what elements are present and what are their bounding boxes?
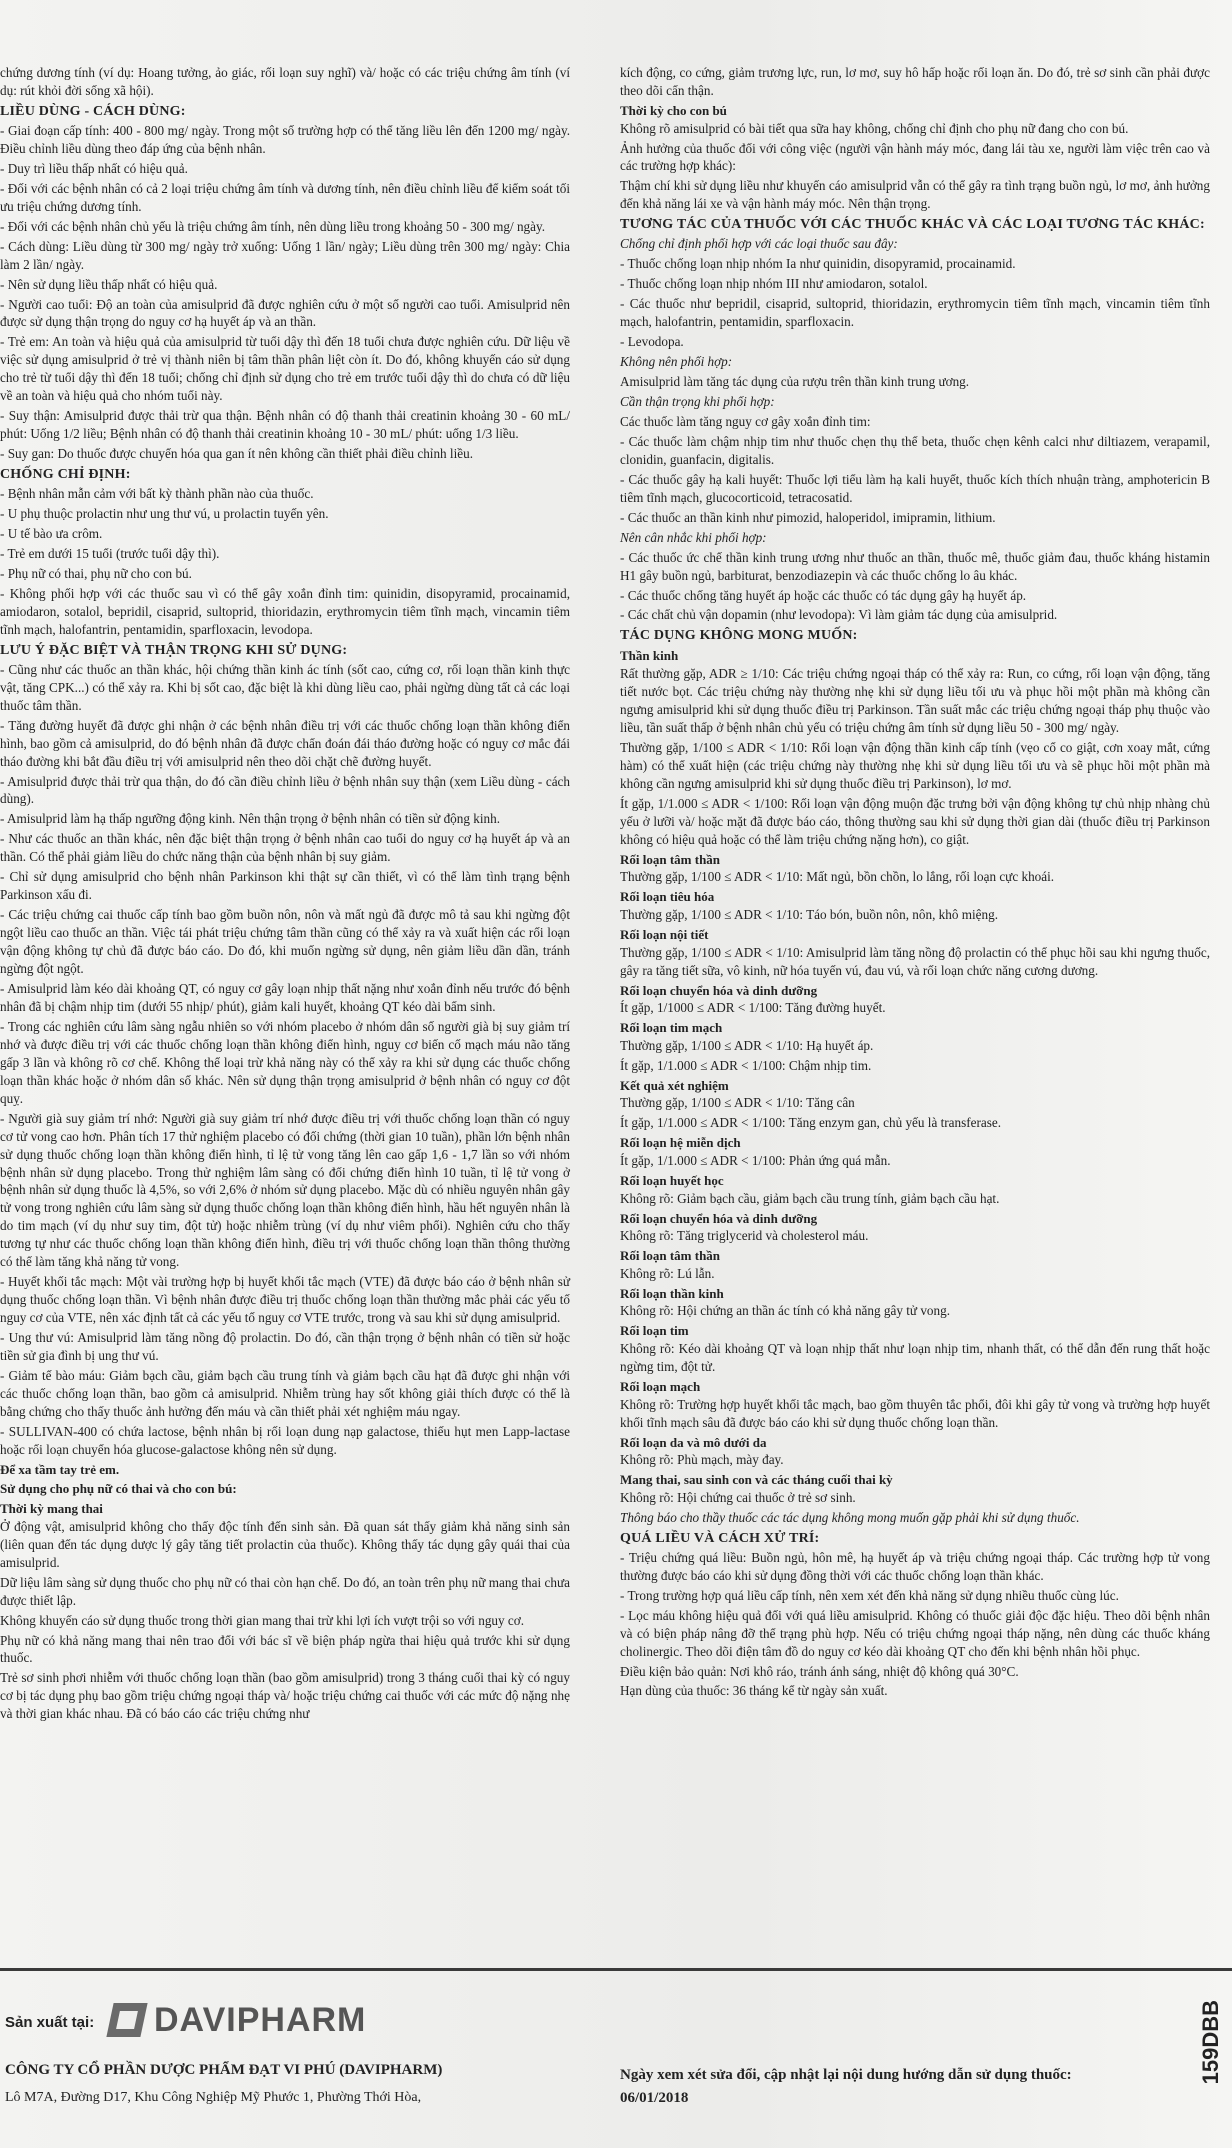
paragraph: - Bệnh nhân mẫn cảm với bất kỳ thành phần nào của thuốc. (0, 486, 314, 502)
paragraph: Các thuốc làm tăng nguy cơ gây xoắn đỉnh tim: (620, 413, 871, 429)
paragraph: - Amisulprid làm kéo dài khoảng QT, có nguy cơ gây loạn nhịp thất nặng như xoắn đỉnh nếu trước đó bệnh nhân đã bị chậm nhịp tim (dưới 55 nhịp/ phút), giảm kali huyết, khoảng QT kéo dài bẩm sinh. (0, 980, 570, 1014)
paragraph: Phụ nữ có khả năng mang thai nên trao đổi với bác sĩ về biện pháp ngừa thai hiệu quả trước khi sử dụng thuốc. (0, 1632, 570, 1666)
paragraph: Thường gặp, 1/100 ≤ ADR < 1/10: Táo bón, buồn nôn, nôn, khô miệng. (620, 906, 999, 922)
paragraph: Không khuyến cáo sử dụng thuốc trong thời gian mang thai trừ khi lợi ích vượt trội so với nguy cơ. (0, 1612, 525, 1628)
paragraph: - Các thuốc an thần kinh như pimozid, haloperidol, imipramin, lithium. (620, 509, 996, 525)
paragraph: Rất thường gặp, ADR ≥ 1/10: Các triệu chứng ngoại tháp có thể xảy ra: Run, co cứng, rối loạn vận động, tăng tiết nước bọt. Các triệu chứng này thường nhẹ khi sử dụng liều tối ưu và phục hồi một phần mà không cần ngưng amisulprid khi sử dụng thuốc điều trị Parkinson. Tần suất mắc các triệu chứng ngoại tháp phụ thuộc vào liều, tần suất thấp ở bệnh nhân chủ yếu có triệu chứng âm tính sử dụng liều 50 - 300 mg/ ngày. (620, 666, 1210, 735)
paragraph: - Cách dùng: Liều dùng từ 300 mg/ ngày trở xuống: Uống 1 lần/ ngày; Liều dùng trên 300 mg/ ngày: Chia làm 2 lần/ ngày. (0, 238, 570, 272)
paragraph: - Ung thư vú: Amisulprid làm tăng nồng độ prolactin. Do đó, cần thận trọng ở bệnh nhân có tiền sử hoặc tiền sử gia đình bị ung thư vú. (0, 1330, 570, 1364)
italic-note: Cần thận trọng khi phối hợp: (620, 394, 775, 409)
right-text-column (620, 64, 1210, 1702)
paragraph: - Phụ nữ có thai, phụ nữ cho con bú. (0, 565, 192, 581)
section-heading: TÁC DỤNG KHÔNG MONG MUỐN: (620, 628, 858, 644)
subsection-heading: Rối loạn tim mạch (620, 1020, 723, 1036)
paragraph: - Amisulprid được thải trừ qua thận, do đó cần điều chỉnh liều ở bệnh nhân suy thận (xem Liều dùng - cách dùng). (0, 773, 570, 807)
paragraph: - Các thuốc gây hạ kali huyết: Thuốc lợi tiểu làm hạ kali huyết, thuốc kích thích nhuận tràng, amphotericin B tiêm tĩnh mạch, glucocorticoid, tetracosatid. (620, 471, 1210, 505)
paragraph: - SULLIVAN-400 có chứa lactose, bệnh nhân bị rối loạn dung nạp galactose, thiếu hụt men Lapp-lactase hoặc rối loạn chuyển hóa glucose-galactose không nên sử dụng. (0, 1423, 570, 1457)
paragraph: - Các triệu chứng cai thuốc cấp tính bao gồm buồn nôn, nôn và mất ngủ đã được mô tả sau khi ngừng đột ngột liều cao thuốc an thần. Việc tái phát triệu chứng tâm thần cũng có thể xảy ra và xuất hiện các rối loạn vận động không tự chủ đã được báo cáo. Do đó, khi muốn ngừng sử dụng, nên giảm liều dần dần, tránh ngừng đột ngột. (0, 907, 570, 977)
subsection-heading: Rối loạn mạch (620, 1378, 701, 1394)
paragraph: - Không phối hợp với các thuốc sau vì có thể gây xoắn đỉnh tim: quinidin, disopyramid, procainamid, amiodaron, sotalol, bepridil, cisaprid, sultoprid, thioridazin, erythromycin tiêm tĩnh mạch, vincamin tiêm tĩnh mạch, halofantrin, pentamidin, sparfloxacin, levodopa. (0, 585, 570, 637)
italic-note: Nên cân nhắc khi phối hợp: (620, 529, 767, 545)
paragraph: - Suy gan: Do thuốc được chuyển hóa qua gan ít nên không cần thiết phải điều chỉnh liều. (0, 446, 474, 462)
paragraph: - Trong trường hợp quá liều cấp tính, nên xem xét đến khả năng sử dụng nhiều thuốc cùng lúc. (620, 1587, 1119, 1603)
paragraph: - Chỉ sử dụng amisulprid cho bệnh nhân Parkinson khi thật sự cần thiết, vì có thể làm tình trạng bệnh Parkinson xấu đi. (0, 869, 570, 903)
section-heading: QUÁ LIỀU VÀ CÁCH XỬ TRÍ: (620, 1530, 820, 1546)
paragraph: Không rõ: Lú lẫn. (620, 1265, 715, 1281)
paragraph: Không rõ amisulprid có bài tiết qua sữa hay không, chống chỉ định cho phụ nữ đang cho con bú. (620, 120, 1129, 136)
section-heading: LIỀU DÙNG - CÁCH DÙNG: (0, 103, 186, 119)
paragraph: Ít gặp, 1/1.000 ≤ ADR < 1/100: Tăng enzym gan, chủ yếu là transferase. (620, 1115, 1002, 1131)
paragraph: - Cũng như các thuốc an thần khác, hội chứng thần kinh ác tính (sốt cao, cứng cơ, rối loạn thần kinh thực vật, tăng CPK...) có thể xảy ra. Khi bị sốt cao, đặc biệt là khi dùng liều cao, phải ngừng dùng tất cả các loại thuốc tâm thần. (0, 661, 570, 713)
paragraph: Thường gặp, 1/100 ≤ ADR < 1/10: Tăng cân (620, 1095, 855, 1111)
paragraph: - Người cao tuổi: Độ an toàn của amisulprid đã được nghiên cứu ở một số người cao tuổi. Amisulprid nên được sử dụng thận trọng do nguy cơ hạ huyết áp và an thần. (0, 296, 570, 330)
paragraph: Ít gặp, 1/1.000 ≤ ADR < 1/100: Chậm nhịp tim. (620, 1057, 872, 1073)
paragraph: - Amisulprid làm hạ thấp ngưỡng động kinh. Nên thận trọng ở bệnh nhân có tiền sử động kinh. (0, 811, 500, 827)
paragraph: chứng dương tính (ví dụ: Hoang tưởng, ảo giác, rối loạn suy nghĩ) và/ hoặc có các triệu chứng âm tính (ví dụ: rút khỏi đời sống xã hội). (0, 65, 570, 98)
subsection-heading: Rối loạn chuyển hóa và dinh dưỡng (620, 1210, 818, 1226)
paragraph: kích động, co cứng, giảm trương lực, run, lơ mơ, suy hô hấp hoặc rối loạn ăn. Do đó, trẻ sơ sinh cần phải được theo dõi cẩn thận. (620, 65, 1210, 98)
paragraph: Thậm chí khi sử dụng liều như khuyến cáo amisulprid vẫn có thể gây ra tình trạng buồn ngủ, lơ mơ, ảnh hưởng đến khả năng lái xe và vận hành máy móc. Nên thận trọng. (620, 178, 1210, 212)
company-address: Lô M7A, Đường D17, Khu Công Nghiệp Mỹ Phước 1, Phường Thới Hòa, (5, 2090, 422, 2105)
subsection-heading: Rối loạn tim (620, 1323, 689, 1339)
revision-note (620, 2064, 1180, 2109)
paragraph: Trẻ sơ sinh phơi nhiễm với thuốc chống loạn thần (bao gồm amisulprid) trong 3 tháng cuối thai kỳ có nguy cơ bị tác dụng phụ bao gồm triệu chứng ngoại tháp và/ hoặc triệu chứng cai thuốc với các mức độ nặng nhẹ và thời gian khác nhau. Đã có báo cáo các triệu chứng như (0, 1670, 570, 1722)
paragraph: - U phụ thuộc prolactin như ung thư vú, u prolactin tuyến yên. (0, 506, 329, 522)
paragraph: - Như các thuốc an thần khác, nên đặc biệt thận trọng ở bệnh nhân cao tuổi do nguy cơ hạ huyết áp và an thần. Có thể phải giảm liều do chức năng thận của bệnh nhân bị suy giảm. (0, 831, 570, 865)
paragraph: - Suy thận: Amisulprid được thải trừ qua thận. Bệnh nhân có độ thanh thải creatinin khoảng 30 - 60 mL/ phút: Uống 1/2 liều; Bệnh nhân có độ thanh thải creatinin khoảng 10 - 30 mL/ phút: uống 1/3 liều. (0, 408, 570, 442)
paragraph: - Triệu chứng quá liều: Buồn ngủ, hôn mê, hạ huyết áp và triệu chứng ngoại tháp. Các trường hợp tử vong thường được báo cáo khi sử dụng đồng thời với các thuốc chống loạn thần khác. (620, 1549, 1210, 1583)
subsection-heading: Rối loạn chuyển hóa và dinh dưỡng (620, 982, 818, 998)
subsection-heading: Rối loạn hệ miễn dịch (620, 1135, 741, 1151)
paragraph: Ở động vật, amisulprid không cho thấy độc tính đến sinh sản. Đã quan sát thấy giảm khả năng sinh sản (liên quan đến tác dụng dược lý gây tăng tiết prolactin của thuốc). Không thấy tác dụng gây quái thai của amisulprid. (0, 1518, 570, 1570)
subsection-heading: Để xa tầm tay trẻ em. (0, 1461, 120, 1477)
paragraph: Không rõ: Giảm bạch cầu, giảm bạch cầu trung tính, giảm bạch cầu hạt. (620, 1190, 1000, 1206)
subsection-heading: Mang thai, sau sinh con và các tháng cuối thai kỳ (620, 1472, 893, 1488)
logo-mark-icon (106, 2003, 147, 2037)
section-heading: CHỐNG CHỈ ĐỊNH: (0, 467, 131, 483)
company-name: CÔNG TY CỔ PHẦN DƯỢC PHẨM ĐẠT VI PHÚ (DAVIPHARM) (5, 2062, 443, 2078)
subsection-heading: Rối loạn tâm thần (620, 1248, 721, 1264)
paragraph: Không rõ: Hội chứng cai thuốc ở trẻ sơ sinh. (620, 1489, 856, 1505)
subsection-heading: Rối loạn huyết học (620, 1172, 724, 1188)
paragraph: - Giảm tế bào máu: Giảm bạch cầu, giảm bạch cầu trung tính và giảm bạch cầu hạt đã được ghi nhận với các thuốc chống loạn thần, bao gồm cả amisulprid. Nhiễm trùng hay sốt không giải thích được có thể là bằng chứng cho thấy thuốc ảnh hưởng đến máu và cần thiết phải xét nghiệm máu ngay. (0, 1368, 570, 1419)
paragraph: Dữ liệu lâm sàng sử dụng thuốc cho phụ nữ có thai còn hạn chế. Do đó, an toàn trên phụ nữ mang thai chưa được thiết lập. (0, 1574, 570, 1608)
paragraph: - Thuốc chống loạn nhịp nhóm III như amiodaron, sotalol. (620, 276, 928, 292)
paragraph: - Trẻ em dưới 15 tuổi (trước tuổi dậy thì). (0, 545, 220, 561)
section-heading: LƯU Ý ĐẶC BIỆT VÀ THẬN TRỌNG KHI SỬ DỤNG: (0, 642, 348, 658)
paragraph: - Nên sử dụng liều thấp nhất có hiệu quả. (0, 276, 218, 292)
italic-note: Chống chỉ định phối hợp với các loại thuốc sau đây: (620, 236, 898, 252)
paragraph: - Các thuốc chống tăng huyết áp hoặc các thuốc có tác dụng gây hạ huyết áp. (620, 587, 1027, 603)
paragraph: - Đối với các bệnh nhân chủ yếu là triệu chứng âm tính, nên dùng liều trong khoảng 50 - 300 mg/ ngày. (0, 218, 546, 234)
subsection-heading: Sử dụng cho phụ nữ có thai và cho con bú: (0, 1481, 237, 1497)
paragraph: Không rõ: Hội chứng an thần ác tính có khả năng gây tử vong. (620, 1303, 950, 1319)
paragraph: Thường gặp, 1/100 ≤ ADR < 1/10: Rối loạn vận động thần kinh cấp tính (vẹo cổ co giật, cơn xoay mắt, cứng hàm) có thể xuất hiện (các triệu chứng này thường nhẹ khi sử dụng liều tối ưu và sẽ phục hồi một phần mà không cần ngưng amisulprid khi sử dụng thuốc điều trị Parkinson), lơ mơ. (620, 739, 1210, 791)
document-code: 159DBB (1198, 2000, 1223, 2085)
revision-date: 06/01/2018 (620, 2089, 689, 2106)
subsection-heading: Thần kinh (620, 648, 679, 664)
paragraph: - Các chất chủ vận dopamin (như levodopa): Vì làm giảm tác dụng của amisulprid. (620, 607, 1058, 623)
paragraph: Điều kiện bảo quản: Nơi khô ráo, tránh ánh sáng, nhiệt độ không quá 30°C. (620, 1663, 1019, 1679)
footer (0, 1990, 1232, 2148)
subsection-heading: Rối loạn nội tiết (620, 926, 709, 942)
paragraph: - Người già suy giảm trí nhớ: Người già suy giảm trí nhớ được điều trị với thuốc chống loạn thần có nguy cơ tử vong cao hơn. Phân tích 17 thử nghiệm placebo có đối chứng (thời gian 10 tuần), phần lớn bệnh nhân sử dụng thuốc chống loạn thần không điển hình, tỉ lệ tử vong tăng lên cao gấp 1,6 - 1,7 lần so với nhóm bệnh nhân sử dụng placebo. Trong thử nghiệm lâm sàng có đối chứng điển hình 10 tuần, tỉ lệ tử vong ở bệnh nhân sử dụng thuốc là 4,5%, so với 2,6% ở nhóm sử dụng placebo. Mặc dù có nhiều nguyên nhân gây tử vong trong nghiên cứu lâm sàng sử dụng thuốc chống loạn thần không điển hình, hầu hết nguyên nhân là do tim mạch (ví dụ như suy tim, đột tử) hoặc nhiễm trùng (ví dụ như viêm phổi). Nghiên cứu cho thấy tương tự như các thuốc chống loạn thần không điển hình, điều trị với thuốc chống loạn thần thông thường có thể làm tăng khả năng tử vong. (0, 1110, 570, 1270)
paragraph: - Huyết khối tắc mạch: Một vài trường hợp bị huyết khối tắc mạch (VTE) đã được báo cáo ở bệnh nhân sử dụng thuốc chống loạn thần. Vì bệnh nhân được điều trị thuốc chống loạn thần thường mắc phải các yếu tố nguy cơ của VTE, nên xác định tất cả các yếu tố nguy cơ VTE trước, trong và sau khi sử dụng amisulprid. (0, 1274, 570, 1326)
paragraph: Amisulprid làm tăng tác dụng của rượu trên thần kinh trung ương. (620, 374, 970, 390)
subsection-heading: Thời kỳ cho con bú (620, 102, 727, 118)
paragraph: - Lọc máu không hiệu quả đối với quá liều amisulprid. Không có thuốc giải độc đặc hiệu. Theo dõi bệnh nhân và có biện pháp nâng đỡ thể trạng phù hợp. Nếu có triệu chứng ngoại tháp nặng, nên dùng các thuốc kháng cholinergic. Theo dõi điện tâm đồ do nguy cơ kéo dài khoảng QT cho đến khi bệnh nhân hồi phục. (620, 1607, 1210, 1659)
paragraph: Thường gặp, 1/100 ≤ ADR < 1/10: Mất ngủ, bồn chồn, lo lắng, rối loạn cực khoái. (620, 869, 1055, 885)
paragraph: - Trong các nghiên cứu lâm sàng ngẫu nhiên so với nhóm placebo ở nhóm dân số người già bị suy giảm trí nhớ và được điều trị với các thuốc chống loạn thần không điển hình, nguy cơ biến cố mạch máu não tăng gấp 3 lần và không rõ cơ chế. Không thể loại trừ khả năng này có thể xảy ra khi sử dụng các thuốc chống loạn thần khác hoặc ở nhóm dân số khác. Nên sử dụng thận trọng amisulprid ở bệnh nhân có nguy cơ đột quỵ. (0, 1018, 570, 1106)
subsection-heading: Rối loạn da và mô dưới da (620, 1434, 767, 1450)
paragraph: Ít gặp, 1/1000 ≤ ADR < 1/100: Tăng đường huyết. (620, 1000, 886, 1016)
revision-label: Ngày xem xét sửa đổi, cập nhật lại nội dung hướng dẫn sử dụng thuốc: (620, 2067, 1072, 2083)
paragraph: Không rõ: Trường hợp huyết khối tắc mạch, bao gồm thuyên tắc phổi, đôi khi gây tử vong và trường hợp huyết khối tĩnh mạch sâu đã được báo cáo khi sử dụng thuốc chống loạn thần. (620, 1396, 1210, 1430)
subsection-heading: Rối loạn thần kinh (620, 1285, 724, 1301)
paragraph: Thường gặp, 1/100 ≤ ADR < 1/10: Hạ huyết áp. (620, 1037, 874, 1053)
left-text-column (0, 64, 570, 1725)
paragraph: - Duy trì liều thấp nhất có hiệu quả. (0, 160, 188, 176)
paragraph: - Trẻ em: An toàn và hiệu quả của amisulprid từ tuổi dậy thì đến 18 tuổi chưa được nghiên cứu. Dữ liệu về việc sử dụng amisulprid ở trẻ vị thành niên bị tâm thần phân liệt còn ít. Do đó, không khuyến cáo sử dụng cho trẻ từ tuổi dậy thì đến 18 tuổi; chống chỉ định sử dụng cho trẻ em trước tuổi dậy thì do chưa có dữ liệu về an toàn và hiệu quả cho nhóm tuổi này. (0, 334, 570, 404)
paragraph: Không rõ: Phù mạch, mày đay. (620, 1452, 784, 1468)
paragraph: Không rõ: Kéo dài khoảng QT và loạn nhịp thất như loạn nhịp tim, nhanh thất, có thể dẫn đến rung thất hoặc ngừng tim, đột tử. (620, 1341, 1210, 1375)
paragraph: - Đối với các bệnh nhân có cả 2 loại triệu chứng âm tính và dương tính, nên điều chỉnh liều để kiểm soát tối ưu triệu chứng dương tính. (0, 180, 570, 214)
manufactured-label: Sản xuất tại: (5, 2014, 95, 2031)
paragraph: - Giai đoạn cấp tính: 400 - 800 mg/ ngày. Trong một số trường hợp có thể tăng liều lên đến 1200 mg/ ngày. Điều chỉnh liều dùng theo đáp ứng của bệnh nhân. (0, 122, 570, 156)
paragraph: Ít gặp, 1/1.000 ≤ ADR < 1/100: Rối loạn vận động muộn đặc trưng bởi vận động không tự chủ nhịp nhàng chủ yếu ở lưỡi và/ hoặc mặt đã được báo cáo, thông thường sau khi sử dụng thời gian dài (thuốc điều trị Parkinson không có hiệu quả hoặc có thể làm triệu chứng nặng hơn), co giật. (620, 795, 1210, 847)
paragraph: - Các thuốc ức chế thần kinh trung ương như thuốc an thần, thuốc mê, thuốc giảm đau, thuốc kháng histamin H1 gây buồn ngủ, barbiturat, benzodiazepin và các thuốc chống lo âu khác. (620, 549, 1210, 583)
paragraph: - Các thuốc như bepridil, cisaprid, sultoprid, thioridazin, erythromycin tiêm tĩnh mạch, vincamin tiêm tĩnh mạch, halofantrin, pentamidin, sparfloxacin. (620, 296, 1210, 330)
paragraph: - Các thuốc làm chậm nhịp tim như thuốc chẹn thụ thể beta, thuốc chẹn kênh calci như diltiazem, verapamil, clonidin, guanfacin, digitalis. (620, 433, 1210, 467)
davipharm-logo (110, 2000, 370, 2040)
italic-note: Không nên phối hợp: (620, 354, 733, 370)
section-heading: TƯƠNG TÁC CỦA THUỐC VỚI CÁC THUỐC KHÁC VÀ CÁC LOẠI TƯƠNG TÁC KHÁC: (620, 217, 1205, 233)
paragraph: - Levodopa. (620, 334, 684, 350)
paragraph: Không rõ: Tăng triglycerid và cholesterol máu. (620, 1228, 869, 1244)
paragraph: - U tế bào ưa crôm. (0, 526, 103, 542)
paragraph: Hạn dùng của thuốc: 36 tháng kể từ ngày sản xuất. (620, 1683, 888, 1699)
logo-text: DAVIPHARM (154, 2000, 367, 2039)
italic-note: Thông báo cho thầy thuốc các tác dụng không mong muốn gặp phải khi sử dụng thuốc. (620, 1509, 1080, 1525)
paragraph: Thường gặp, 1/100 ≤ ADR < 1/10: Amisulprid làm tăng nồng độ prolactin có thể phục hồi sau khi ngưng thuốc, gây ra tăng tiết sữa, vô kinh, nữ hóa tuyến vú, đau vú, và rối loạn chức năng cương dương. (620, 944, 1210, 978)
footer-divider (0, 1968, 1232, 1971)
paragraph: Ảnh hưởng của thuốc đối với công việc (người vận hành máy móc, đang lái tàu xe, người làm việc trên cao và các trường hợp khác): (620, 140, 1210, 174)
paragraph: Ít gặp, 1/1.000 ≤ ADR < 1/100: Phản ứng quá mẫn. (620, 1152, 891, 1168)
subsection-heading: Kết quả xét nghiệm (620, 1077, 729, 1093)
paragraph: - Tăng đường huyết đã được ghi nhận ở các bệnh nhân điều trị với các thuốc chống loạn thần không điển hình, bao gồm cả amisulprid, do đó bệnh nhân đã được chẩn đoán đái tháo đường hoặc có nguy cơ mắc đái tháo đường khi bắt đầu điều trị với amisulprid nên theo dõi chặt chẽ đường huyết. (0, 717, 570, 769)
subsection-heading: Thời kỳ mang thai (0, 1501, 103, 1517)
paragraph: - Thuốc chống loạn nhịp nhóm Ia như quinidin, disopyramid, procainamid. (620, 256, 1016, 272)
subsection-heading: Rối loạn tiêu hóa (620, 889, 715, 905)
subsection-heading: Rối loạn tâm thần (620, 851, 721, 867)
